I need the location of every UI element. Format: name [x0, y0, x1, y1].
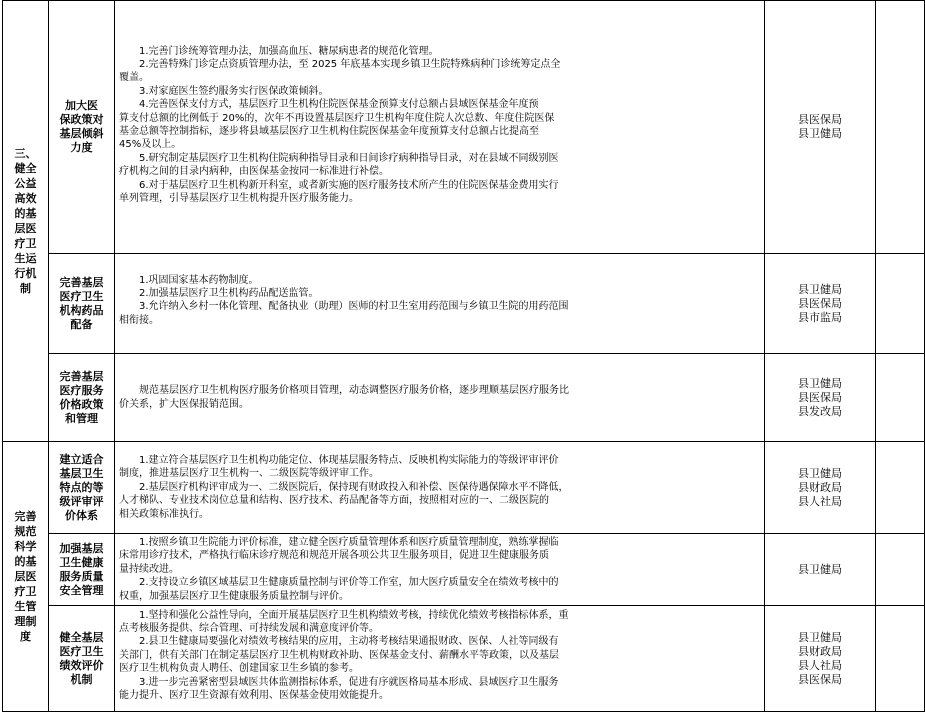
department-cell: 县医保局 县卫健局 — [765, 1, 876, 254]
blank-cell — [876, 442, 925, 534]
table-row — [3, 354, 925, 442]
table-row — [3, 254, 925, 354]
content-cell: 1.按照乡镇卫生院能力评价标准，建立健全医疗质量管理体系和医疗质量管理制度，熟练掌握临 床常用诊疗技术，严格执行临床诊疗规范和规范开展各项公共卫生服务项目，促进卫生健康服务质 量持续改进。 2.支持设立乡镇区域基层卫生健康质量控制与评价等工作室，加大医疗质量安全在绩效考核中的 权重，加强基层医疗卫生健康服务质量控制与评价。 — [115, 534, 765, 606]
policy-table — [2, 0, 925, 712]
blank-cell — [876, 354, 925, 442]
table-row — [3, 606, 925, 712]
department-cell: 县卫健局 县医保局 县发改局 — [765, 354, 876, 442]
content-cell: 1.坚持和强化公益性导向，全面开展基层医疗卫生机构绩效考核，持续优化绩效考核指标体系，重 点考核服务提供、综合管理、可持续发展和满意度评价等。 2.县卫生健康局要强化对绩效考核结果的应用，主动将考核结果通报财政、医保、人社等同级有 关部门，供有关部门在制定基层医疗卫生机构财政补助、医保基金支付、薪酬水平等政策，以及基层 医疗卫生机构负责人聘任、创建国家卫生乡镇的参考。 3.进一步完善紧密型县域医共体监测指标体系，促进有序就医格局基本形成、县域医疗卫生服务 能力提升、医疗卫生资源有效利用、医保基金使用效能提升。 — [115, 606, 765, 712]
blank-cell — [876, 534, 925, 606]
department-cell: 县卫健局 — [765, 534, 876, 606]
category-cell: 完善基层 医疗服务 价格政策 和管理 — [49, 354, 115, 442]
category-cell: 加大医 保政策对 基层倾斜 力度 — [49, 1, 115, 254]
department-cell: 县卫健局 县财政局 县人社局 县医保局 — [765, 606, 876, 712]
category-cell: 加强基层 卫生健康 服务质量 安全管理 — [49, 534, 115, 606]
blank-cell — [876, 254, 925, 354]
content-cell: 1.巩固国家基本药物制度。 2.加强基层医疗卫生机构药品配送监管。 3.允许纳入乡村一体化管理、配备执业（助理）医师的村卫生室用药范围与乡镇卫生院的用药范围 相衔接。 — [115, 254, 765, 354]
department-cell: 县卫健局 县财政局 县人社局 — [765, 442, 876, 534]
category-cell: 完善基层 医疗卫生 机构药品 配备 — [49, 254, 115, 354]
content-cell: 规范基层医疗卫生机构医疗服务价格项目管理，动态调整医疗服务价格，逐步理顺基层医疗服务比 价关系，扩大医保报销范围。 — [115, 354, 765, 442]
content-cell: 1.完善门诊统筹管理办法，加强高血压、糖尿病患者的规范化管理。 2.完善特殊门诊定点资质管理办法，至 2025 年底基本实现乡镇卫生院特殊病种门诊统筹定点全 覆盖。 3.对家庭医生签约服务实行医保政策倾斜。 4.完善医保支付方式，基层医疗卫生机构住院医保基金预算支付总额占县域医保基金年度预 算支付总额的比例低于 20%的，次年不再设置基层医疗卫生机构年度住院人次总数、年度住院医保 基金总额等控制指标，逐步将县域基层医疗卫生机构住院医保基金年度预算支付总额占比提高至 45%及以上。 5.研究制定基层医疗卫生机构住院病种指导目录和日间诊疗病种指导目录，对在县域不同级别医 疗机构之间的目录内病种，由医保基金按同一标准进行补偿。 6.对于基层医疗卫生机构新开科室，或者新实施的医疗服务技术所产生的住院医保基金费用实行 单列管理，引导基层医疗卫生机构提升医疗服务能力。 — [115, 1, 765, 254]
department-cell: 县卫健局 县医保局 县市监局 — [765, 254, 876, 354]
table-row — [3, 1, 925, 254]
category-cell: 健全基层 医疗卫生 绩效评价 机制 — [49, 606, 115, 712]
section-title: 完善 规范 科学 的基 层医 疗卫 生管 理制 度 — [3, 442, 49, 712]
table-row — [3, 534, 925, 606]
blank-cell — [876, 1, 925, 254]
category-cell: 建立适合 基层卫生 特点的等 级评审评 价体系 — [49, 442, 115, 534]
section-title: 三、 健全 公益 高效 的基 层医 疗卫 生运 行机 制 — [3, 1, 49, 442]
content-cell: 1.建立符合基层医疗卫生机构功能定位、体现基层服务特点、反映机构实际能力的等级评审评价 制度，推进基层医疗卫生机构一、二级医院等级评审工作。 2.基层医疗机构评审成为一、二级医院后，保持现有财政投入和补偿、医保待遇保障水平不降低， 人才梯队、专业技术岗位总量和结构、医疗技术、药品配备等方面，按照相对应的一、二级医院的 相关政策标准执行。 — [115, 442, 765, 534]
table-row — [3, 442, 925, 534]
blank-cell — [876, 606, 925, 712]
